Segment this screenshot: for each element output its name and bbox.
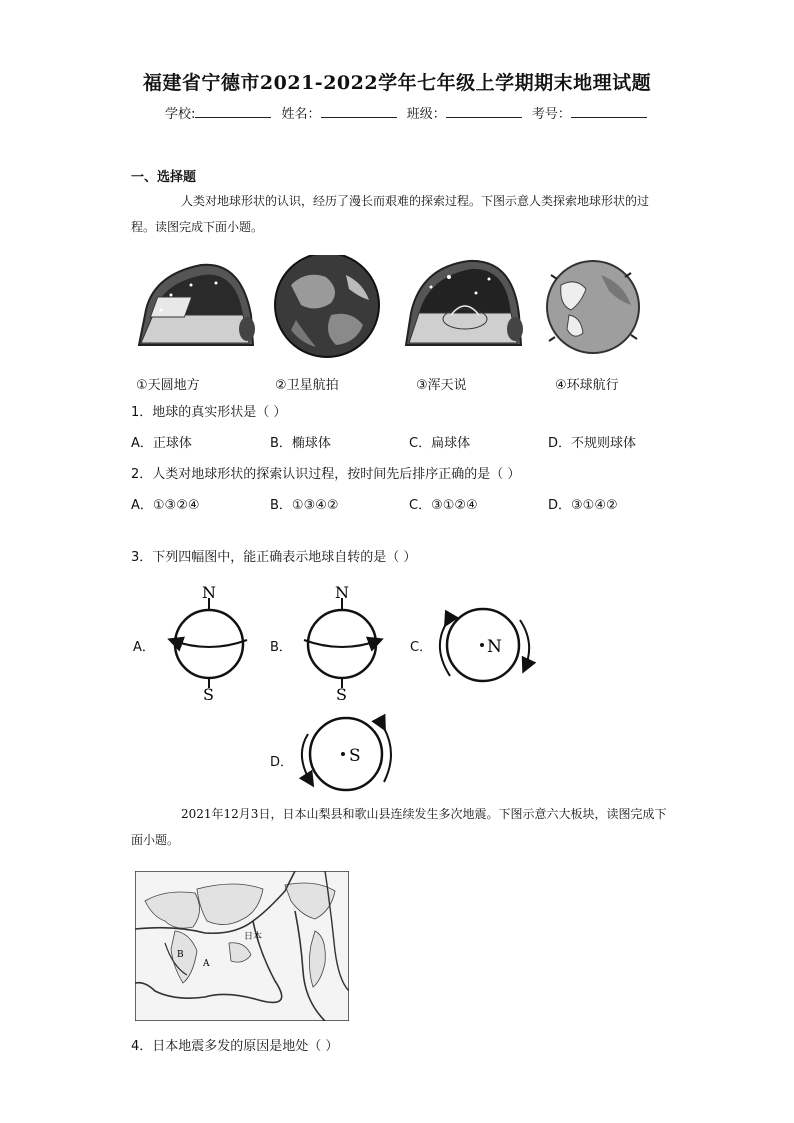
name-blank — [321, 105, 397, 118]
map-label-japan: 日本 — [244, 932, 263, 942]
q1-option-d[interactable]: D．不规则球体 — [548, 436, 637, 451]
diagram-a — [171, 583, 247, 704]
q3-option-c-label[interactable]: C． — [410, 640, 433, 655]
q1-option-b[interactable]: B．椭球体 — [270, 436, 331, 451]
class-blank — [446, 105, 522, 118]
diagram-c — [440, 609, 529, 681]
map-label-a: A — [203, 959, 210, 969]
q3-option-d-label[interactable]: D． — [270, 755, 294, 770]
diagram-b-north: N — [335, 583, 349, 602]
question-3-stem: 3．下列四幅图中，能正确表示地球自转的是（ ） — [131, 550, 417, 565]
map-label-b: B — [177, 950, 184, 960]
school-label: 学校: — [165, 107, 196, 122]
section-title: 一、选择题 — [131, 170, 197, 185]
question-1-stem: 1．地球的真实形状是（ ） — [131, 405, 287, 420]
intro-paragraph-2: 2021年12月3日，日本山梨县和歌山县连续发生多次地震。下图示意六大板块，读图完成下面小题。 — [131, 807, 667, 847]
q2-option-d[interactable]: D．③①④② — [548, 498, 618, 513]
figure-dome-1 — [139, 265, 255, 345]
class-label: 班级： — [406, 107, 446, 122]
q1-option-a[interactable]: A．正球体 — [131, 436, 192, 451]
q2-option-a[interactable]: A．①③②④ — [131, 498, 200, 513]
caption-4: ④环球航行 — [555, 378, 619, 393]
diagram-c-center: N — [487, 637, 502, 657]
q3-option-b-label[interactable]: B． — [270, 640, 292, 655]
diagram-d-center: S — [349, 746, 361, 766]
rotation-diagrams — [0, 578, 794, 798]
diagram-b — [304, 583, 380, 704]
question-4-stem: 4．日本地震多发的原因是地处（ ） — [131, 1039, 339, 1054]
diagram-b-south: S — [336, 685, 347, 704]
figure-globe-4 — [547, 261, 639, 353]
earth-shape-figures — [131, 255, 671, 373]
name-label: 姓名： — [281, 107, 321, 122]
question-2-stem: 2．人类对地球形状的探索认识过程，按时间先后排序正确的是（ ） — [131, 467, 521, 482]
caption-2: ②卫星航拍 — [275, 378, 339, 393]
caption-3: ③浑天说 — [416, 378, 467, 393]
school-blank — [195, 105, 271, 118]
diagram-a-south: S — [203, 685, 214, 704]
figure-dome-3 — [406, 261, 523, 345]
number-label: 考号： — [531, 107, 571, 122]
tectonic-plates-map — [135, 871, 349, 1021]
student-info-line — [165, 103, 653, 122]
page-title: 福建省宁德市2021-2022学年七年级上学期期末地理试题 — [142, 72, 652, 94]
intro-paragraph-1: 人类对地球形状的认识，经历了漫长而艰难的探索过程。下图示意人类探索地球形状的过程。读图完成下面小题。 — [131, 194, 650, 234]
number-blank — [571, 105, 647, 118]
q2-option-c[interactable]: C．③①②④ — [409, 498, 478, 513]
diagram-d — [302, 718, 391, 790]
q2-option-b[interactable]: B．①③④② — [270, 498, 339, 513]
q3-option-a-label[interactable]: A． — [133, 640, 155, 655]
caption-1: ①天圆地方 — [136, 378, 200, 393]
figure-globe-2 — [275, 255, 379, 357]
diagram-a-north: N — [202, 583, 216, 602]
q1-option-c[interactable]: C．扁球体 — [409, 436, 471, 451]
